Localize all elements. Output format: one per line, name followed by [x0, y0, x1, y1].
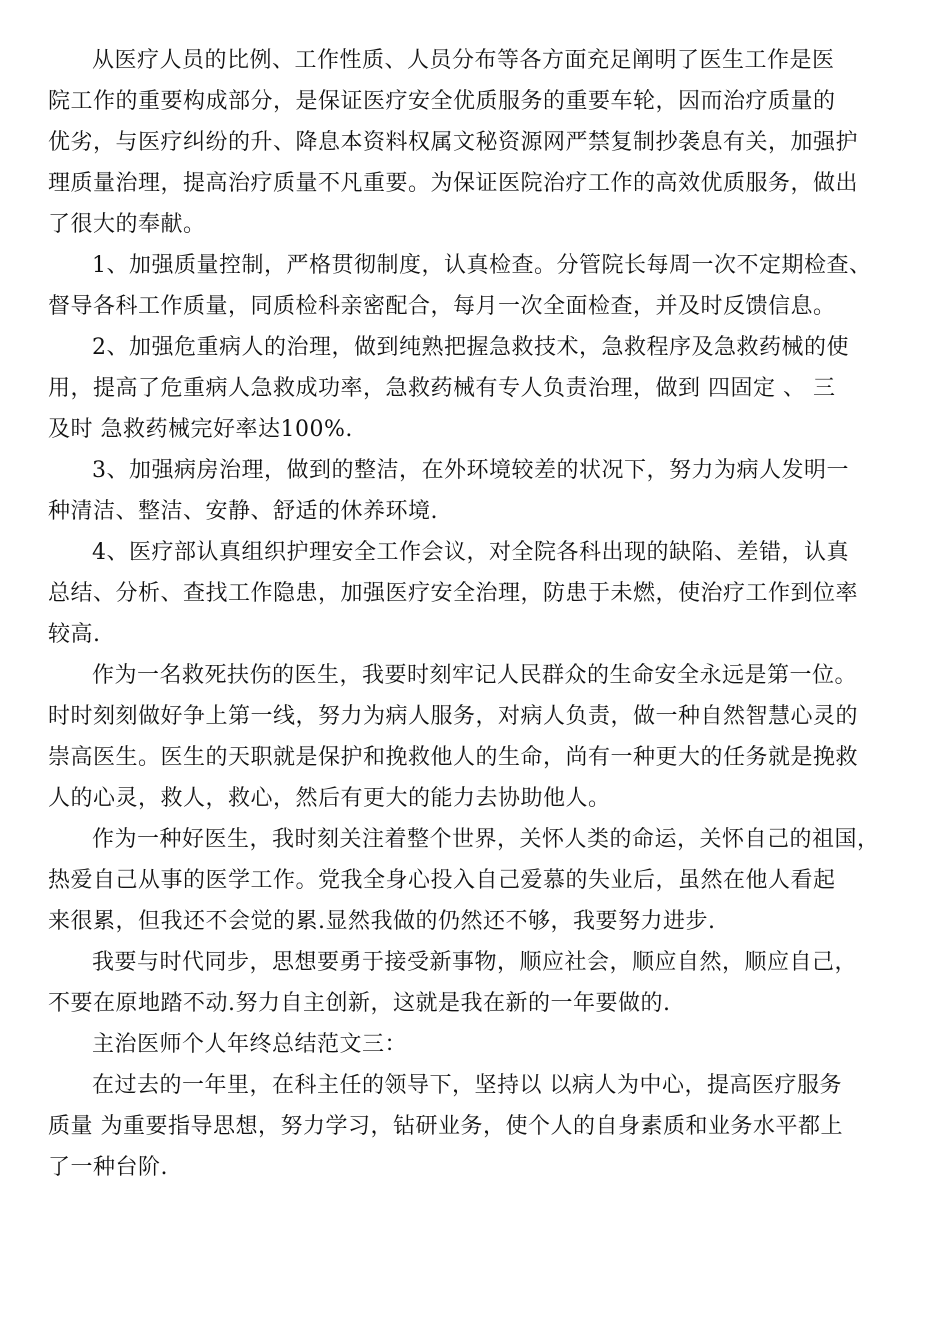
paragraph-intro-line-2: 院工作的重要构成部分，是保证医疗安全优质服务的重要车轮，因而治疗质量的 — [48, 89, 836, 114]
item-1-line-2: 督导各科工作质量，同质检科亲密配合，每月一次全面检查，并及时反馈信息。 — [48, 294, 836, 319]
paragraph-intro-line-1: 从医疗人员的比例、工作性质、人员分布等各方面充足阐明了医生工作是医 — [92, 48, 835, 73]
item-2-line-2: 用，提高了危重病人急救成功率，急救药械有专人负责治理，做到 四固定 、 三 — [48, 376, 836, 401]
paragraph-doctor-line-2: 时时刻刻做好争上第一线，努力为病人服务，对病人负责，做一种自然智慧心灵的 — [48, 704, 859, 729]
item-4-line-3: 较高. — [48, 622, 101, 647]
paragraph-doctor-line-4: 人的心灵，救人，救心，然后有更大的能力去协助他人。 — [48, 786, 611, 811]
item-3-line-2: 种清洁、整洁、安静、舒适的休养环境. — [48, 499, 438, 524]
paragraph-past-year-line-2: 质量 为重要指导思想，努力学习，钻研业务，使个人的自身素质和业务水平都上 — [48, 1114, 843, 1139]
paragraph-progress-line-1: 我要与时代同步，思想要勇于接受新事物，顺应社会，顺应自然，顺应自己， — [92, 950, 858, 975]
document-body — [48, 40, 910, 1188]
item-3-line-1: 3、加强病房治理，做到的整洁，在外环境较差的状况下，努力为病人发明一 — [92, 458, 849, 483]
section-heading-sample-three: 主治医师个人年终总结范文三： — [92, 1032, 408, 1057]
item-4-line-2: 总结、分析、查找工作隐患，加强医疗安全治理，防患于未燃，使治疗工作到位率 — [48, 581, 859, 606]
paragraph-good-doctor-line-2: 热爱自己从事的医学工作。党我全身心投入自己爱慕的失业后，虽然在他人看起 — [48, 868, 836, 893]
item-1-line-1: 1、加强质量控制，严格贯彻制度，认真检查。分管院长每周一次不定期检查、 — [92, 253, 872, 278]
item-2-line-3: 及时 急救药械完好率达100%. — [48, 417, 353, 442]
paragraph-past-year-line-1: 在过去的一年里，在科主任的领导下，坚持以 以病人为中心，提高医疗服务 — [92, 1073, 842, 1098]
paragraph-past-year-line-3: 了一种台阶. — [48, 1155, 168, 1180]
paragraph-progress-line-2: 不要在原地踏不动.努力自主创新，这就是我在新的一年要做的. — [48, 991, 671, 1016]
item-2-line-1: 2、加强危重病人的治理，做到纯熟把握急救技术，急救程序及急救药械的使 — [92, 335, 849, 360]
paragraph-good-doctor-line-3: 来很累，但我还不会觉的累.显然我做的仍然还不够，我要努力进步. — [48, 909, 716, 934]
paragraph-intro-line-4: 理质量治理，提高治疗质量不凡重要。为保证医院治疗工作的高效优质服务，做出 — [48, 171, 859, 196]
paragraph-intro-line-5: 了很大的奉献。 — [48, 212, 206, 237]
paragraph-intro-line-3: 优劣，与医疗纠纷的升、降息本资料权属文秘资源网严禁复制抄袭息有关，加强护 — [48, 130, 859, 155]
paragraph-doctor-line-1: 作为一名救死扶伤的医生，我要时刻牢记人民群众的生命安全永远是第一位。 — [92, 663, 858, 688]
item-4-line-1: 4、医疗部认真组织护理安全工作会议，对全院各科出现的缺陷、差错，认真 — [92, 540, 849, 565]
paragraph-doctor-line-3: 崇高医生。医生的天职就是保护和挽救他人的生命，尚有一种更大的任务就是挽救 — [48, 745, 859, 770]
paragraph-good-doctor-line-1: 作为一种好医生，我时刻关注着整个世界，关怀人类的命运，关怀自己的祖国， — [92, 827, 880, 852]
